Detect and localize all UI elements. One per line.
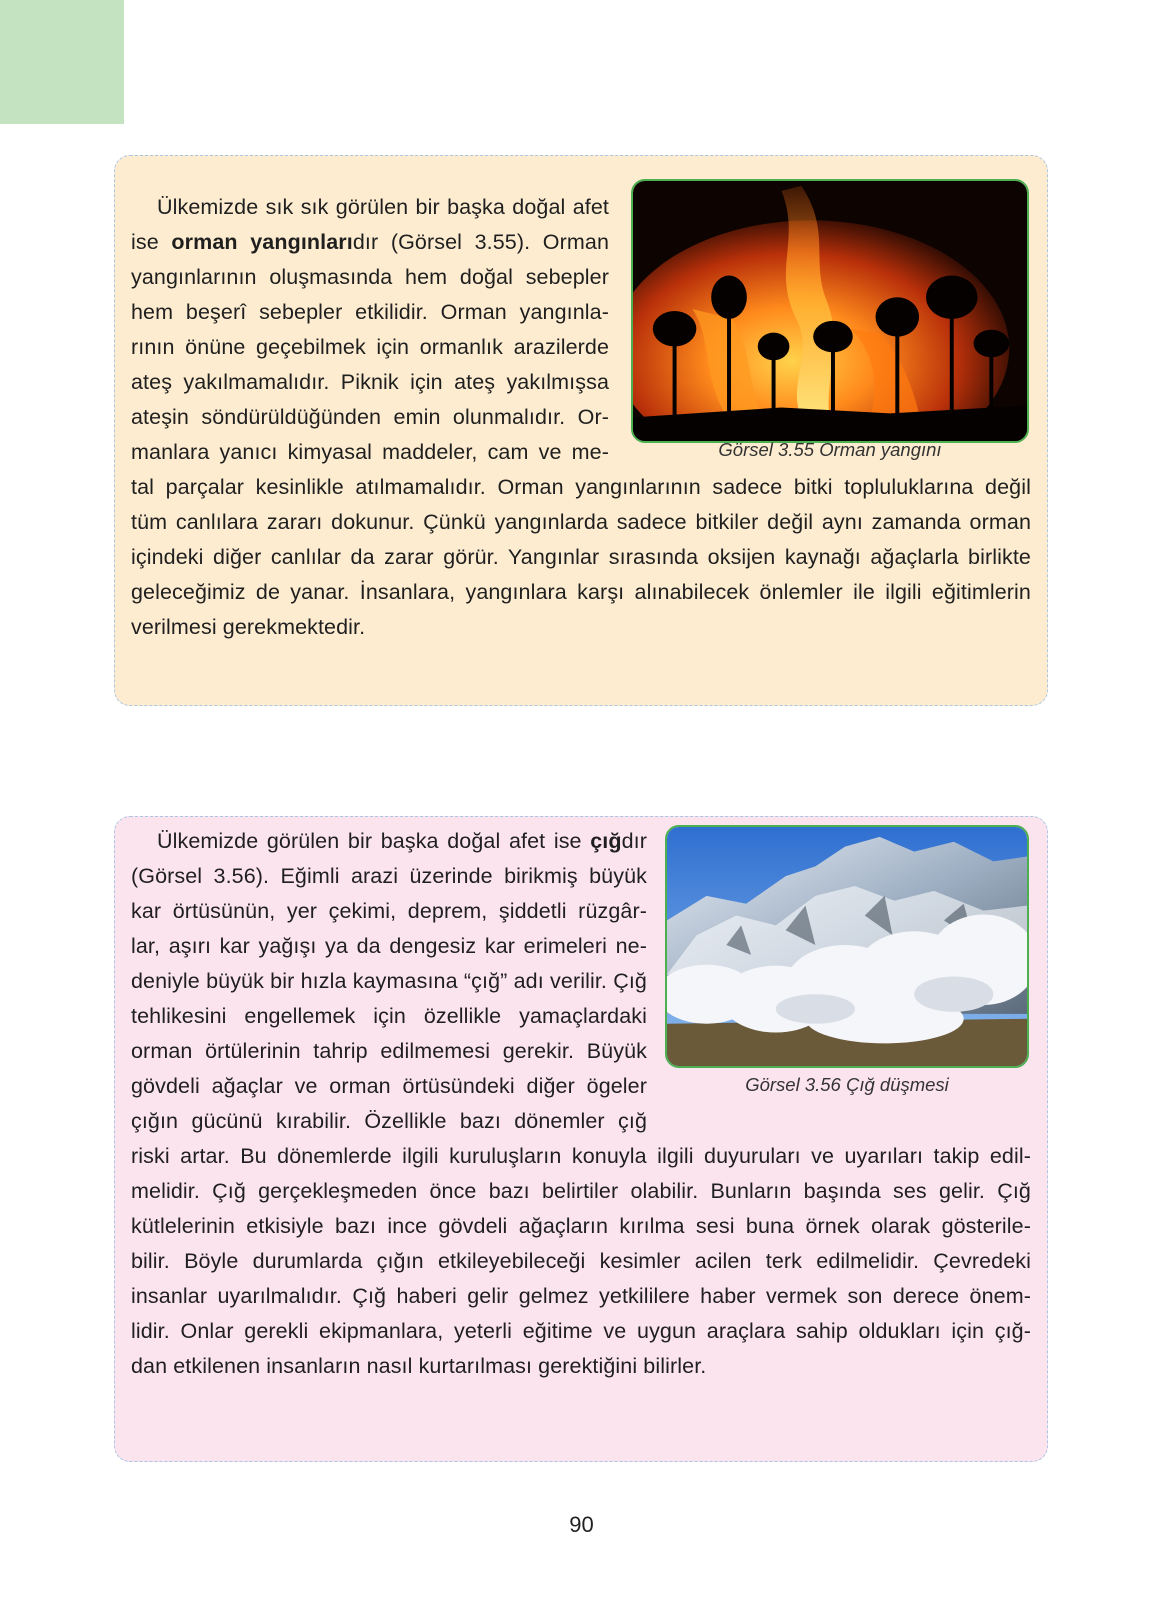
forest-fire-section xyxy=(114,155,1048,706)
text-line: deniyle büyük bir hızla kaymasına “çığ” adı verilir. Çığ xyxy=(131,969,647,993)
text-line: ateşin söndürüldüğünden emin olunmalıdır. Or- xyxy=(131,405,609,429)
keyword-avalanche: çığ xyxy=(590,829,622,853)
avalanche-caption: Görsel 3.56 Çığ düşmesi xyxy=(745,1074,949,1095)
text-line: bilir. Böyle durumlarda çığın etkileyebileceği kesimler acilen terk edilmelidir. Çevredeki xyxy=(131,1249,1031,1273)
text-line: hem beşerî sebepler etkilidir. Orman yangınla- xyxy=(131,300,609,324)
text-line: orman örtülerinin tahrip edilmemesi gerekir. Büyük xyxy=(131,1039,647,1063)
forest-fire-photo xyxy=(631,179,1029,443)
keyword-forest-fires: orman yangınları xyxy=(171,230,353,254)
text-line: yangınlarının oluşmasında hem doğal sebepler xyxy=(131,265,609,289)
text-line: ise orman yangınlarıdır (Görsel 3.55). Orman xyxy=(131,230,610,254)
text-line: riski artar. Bu dönemlerde ilgili kuruluşların konuyla ilgili duyuruları ve uyarıları takip edil- xyxy=(131,1144,1031,1168)
text-line: tüm canlılara zararı dokunur. Çünkü yangınlarda sadece bitkiler değil aynı zamanda orman xyxy=(131,510,1031,534)
text-line: Ülkemizde görülen bir başka doğal afet ise çığdır xyxy=(157,829,647,853)
text-line: Ülkemizde sık sık görülen bir başka doğal afet xyxy=(157,195,609,219)
text-line: rının önüne geçebilmek için ormanlık arazilerde xyxy=(131,335,609,359)
text-line: içindeki diğer canlılar da zarar görür. Yangınlar sırasında oksijen kaynağı ağaçlarla birlikte xyxy=(131,545,1031,569)
page-number: 90 xyxy=(569,1512,594,1537)
text-line: verilmesi gerekmektedir. xyxy=(131,615,366,639)
text-line: geleceğimiz de yanar. İnsanlara, yangınlara karşı alınabilecek önlemler ile ilgili eğitimlerin xyxy=(131,580,1031,604)
text-line: lidir. Onlar gerekli ekipmanlara, yeterli eğitime ve uygun araçlara sahip oldukları için çığ- xyxy=(131,1319,1031,1343)
text-line: kütlelerinin etkisiyle bazı ince gövdeli ağaçların kırılma sesi buna örnek olarak gösterile- xyxy=(131,1214,1031,1238)
avalanche-section xyxy=(114,816,1048,1462)
text-line: manlara yanıcı kimyasal maddeler, cam ve me- xyxy=(131,440,609,464)
text-line: melidir. Çığ gerçekleşmeden önce bazı belirtiler olabilir. Bunların başında ses gelir. Çığ xyxy=(131,1179,1031,1203)
text-line: insanlar uyarılmalıdır. Çığ haberi gelir gelmez yetkililere haber vermek son derece önem- xyxy=(131,1284,1031,1308)
chapter-color-tab xyxy=(0,0,124,124)
text-line: kar örtüsünün, yer çekimi, deprem, şiddetli rüzgâr- xyxy=(131,899,647,923)
text-line: ateş yakılmamalıdır. Piknik için ateş yakılmışsa xyxy=(131,370,609,394)
text-line: lar, aşırı kar yağışı ya da dengesiz kar erimeleri ne- xyxy=(131,934,647,958)
text-line: çığın gücünü kırabilir. Özellikle bazı dönemler çığ xyxy=(131,1109,647,1133)
text-line: tehlikesini engellemek için özellikle yamaçlardaki xyxy=(131,1004,647,1028)
avalanche-photo xyxy=(665,825,1029,1068)
text-line: (Görsel 3.56). Eğimli arazi üzerinde birikmiş büyük xyxy=(131,864,647,888)
text-line: dan etkilenen insanların nasıl kurtarılması gerektiğini bilirler. xyxy=(131,1354,707,1378)
text-line: gövdeli ağaçlar ve orman örtüsündeki diğer ögeler xyxy=(131,1074,647,1098)
text-line: tal parçalar kesinlikle atılmamalıdır. Orman yangınlarının sadece bitki topluluklarına değil xyxy=(131,475,1031,499)
forest-fire-caption: Görsel 3.55 Orman yangını xyxy=(718,439,942,460)
